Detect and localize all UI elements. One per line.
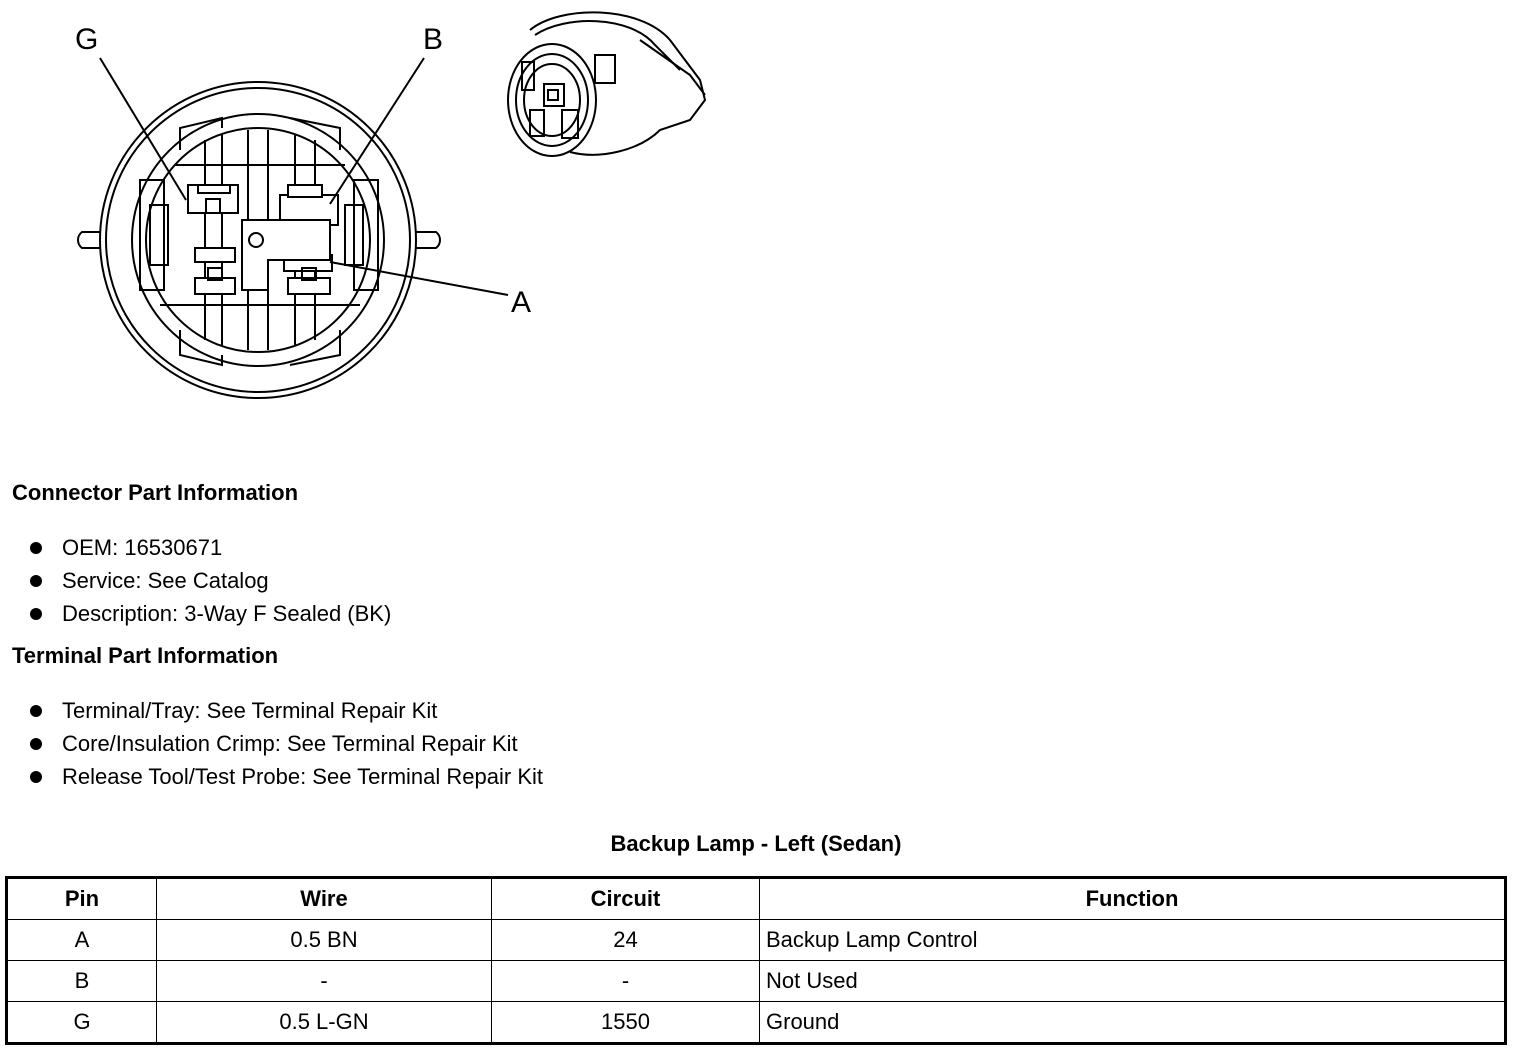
callout-b: B: [423, 23, 444, 56]
header-pin: Pin: [7, 878, 157, 920]
header-circuit: Circuit: [492, 878, 760, 920]
pinout-table: [5, 876, 1507, 1045]
service-text: Service: See Catalog: [62, 568, 269, 593]
list-item: [30, 727, 543, 760]
cell-pin: B: [7, 961, 157, 1002]
connector-part-info-list: [30, 531, 391, 630]
cell-wire: -: [157, 961, 492, 1002]
cell-circuit: -: [492, 961, 760, 1002]
bullet-icon: [30, 575, 42, 587]
bullet-icon: [30, 542, 42, 554]
bullet-icon: [30, 771, 42, 783]
connector-diagram: [0, 0, 760, 440]
crimp-text: Core/Insulation Crimp: See Terminal Repair Kit: [62, 731, 518, 756]
connector-part-info-heading: Connector Part Information: [12, 480, 299, 505]
description-text: Description: 3-Way F Sealed (BK): [62, 601, 392, 626]
list-item: [30, 597, 391, 630]
callout-a: A: [511, 286, 532, 319]
connector-perspective-view: [508, 12, 705, 156]
bullet-icon: [30, 705, 42, 717]
header-function: Function: [760, 878, 1506, 920]
callout-g: G: [75, 23, 99, 56]
list-item: [30, 531, 391, 564]
cell-pin: G: [7, 1002, 157, 1044]
cell-function: Ground: [760, 1002, 1506, 1044]
cell-wire: 0.5 BN: [157, 920, 492, 961]
list-item: [30, 564, 391, 597]
cell-pin: A: [7, 920, 157, 961]
table-title: Backup Lamp - Left (Sedan): [610, 831, 902, 856]
bullet-icon: [30, 608, 42, 620]
list-item: [30, 760, 543, 793]
cell-wire: 0.5 L-GN: [157, 1002, 492, 1044]
terminal-part-info-heading: Terminal Part Information: [12, 643, 279, 668]
cell-function: Not Used: [760, 961, 1506, 1002]
list-item: [30, 694, 543, 727]
cell-circuit: 24: [492, 920, 760, 961]
table-row: [7, 961, 1506, 1002]
header-wire: Wire: [157, 878, 492, 920]
cell-circuit: 1550: [492, 1002, 760, 1044]
oem-text: OEM: 16530671: [62, 535, 223, 560]
terminal-tray-text: Terminal/Tray: See Terminal Repair Kit: [62, 698, 438, 723]
release-tool-text: Release Tool/Test Probe: See Terminal Repair Kit: [62, 764, 543, 789]
bullet-icon: [30, 738, 42, 750]
table-header-row: [7, 878, 1506, 920]
table-row: [7, 920, 1506, 961]
cell-function: Backup Lamp Control: [760, 920, 1506, 961]
terminal-part-info-list: [30, 694, 543, 793]
table-row: [7, 1002, 1506, 1044]
